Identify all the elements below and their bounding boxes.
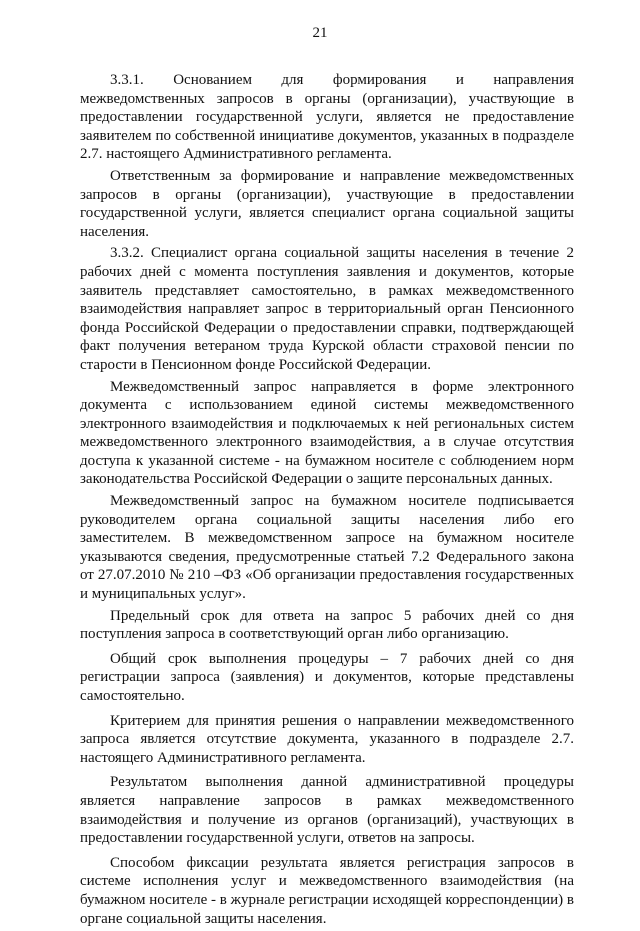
document-body — [80, 71, 574, 931]
paragraph-3-3-1: 3.3.1. Основанием для формирования и направления межведомственных запросов в органы (организации), участвующие в предоставлении государственной услуги, является не предоставление заявителем по собственной инициативе документов, указанных в подразделе 2.7. настоящего Административного регламента. — [80, 72, 574, 163]
page-number: 21 — [312, 25, 328, 41]
paragraph-total-duration: Общий срок выполнения процедуры – 7 рабочих дней со дня регистрации запроса (заявления) и документов, которые представлены самостоятельно. — [80, 650, 574, 704]
paragraph-response-deadline: Предельный срок для ответа на запрос 5 рабочих дней со дня поступления запроса в соответствующий орган либо организацию. — [80, 607, 574, 643]
paragraph-fixation-method: Способом фиксации результата является регистрация запросов в системе исполнения услуг и межведомственного взаимодействия (на бумажном носителе - в журнале регистрации исходящей корреспонденции) в органе социальной защиты населения. — [80, 854, 574, 927]
paragraph-result: Результатом выполнения данной административной процедуры является направление запросов в рамках межведомственного взаимодействия и получение из органов (организаций), участвующих в предоставлении государственной услуги, ответов на запросы. — [80, 774, 574, 847]
paragraph-electronic-request: Межведомственный запрос направляется в форме электронного документа с использованием единой системы межведомственного электронного взаимодействия и подключаемых к ней региональных систем межведомственного электронного взаимодействия, а в случае отсутствия доступа к указанной системе - на бумажном носителе с соблюдением норм законодательства Российской Федерации о защите персональных данных. — [80, 378, 574, 488]
paragraph-3-3-2: 3.3.2. Специалист органа социальной защиты населения в течение 2 рабочих дней с момента поступления заявления и документов, которые заявитель представляет самостоятельно, в рамках межведомственного взаимодействия направляет запрос в территориальный орган Пенсионного фонда Российской Федерации о предоставлении справки, подтверждающей факт получения ветераном труда Курской области страховой пенсии по старости в Пенсионном фонде Российской Федерации. — [80, 245, 574, 373]
paragraph-paper-request: Межведомственный запрос на бумажном носителе подписывается руководителем органа социальной защиты населения либо его заместителем. В межведомственном запросе на бумажном носителе указываются сведения, предусмотренные статьей 7.2 Федерального закона от 27.07.2010 № 210 –ФЗ «Об организации предоставления государственных и муниципальных услуг». — [80, 493, 574, 603]
paragraph-responsible: Ответственным за формирование и направление межведомственных запросов в органы (организации), участвующие в предоставлении государственной услуги, является специалист органа социальной защиты населения. — [80, 167, 574, 240]
paragraph-decision-criterion: Критерием для принятия решения о направлении межведомственного запроса является отсутствие документа, указанного в подразделе 2.7. настоящего Административного регламента. — [80, 712, 574, 766]
